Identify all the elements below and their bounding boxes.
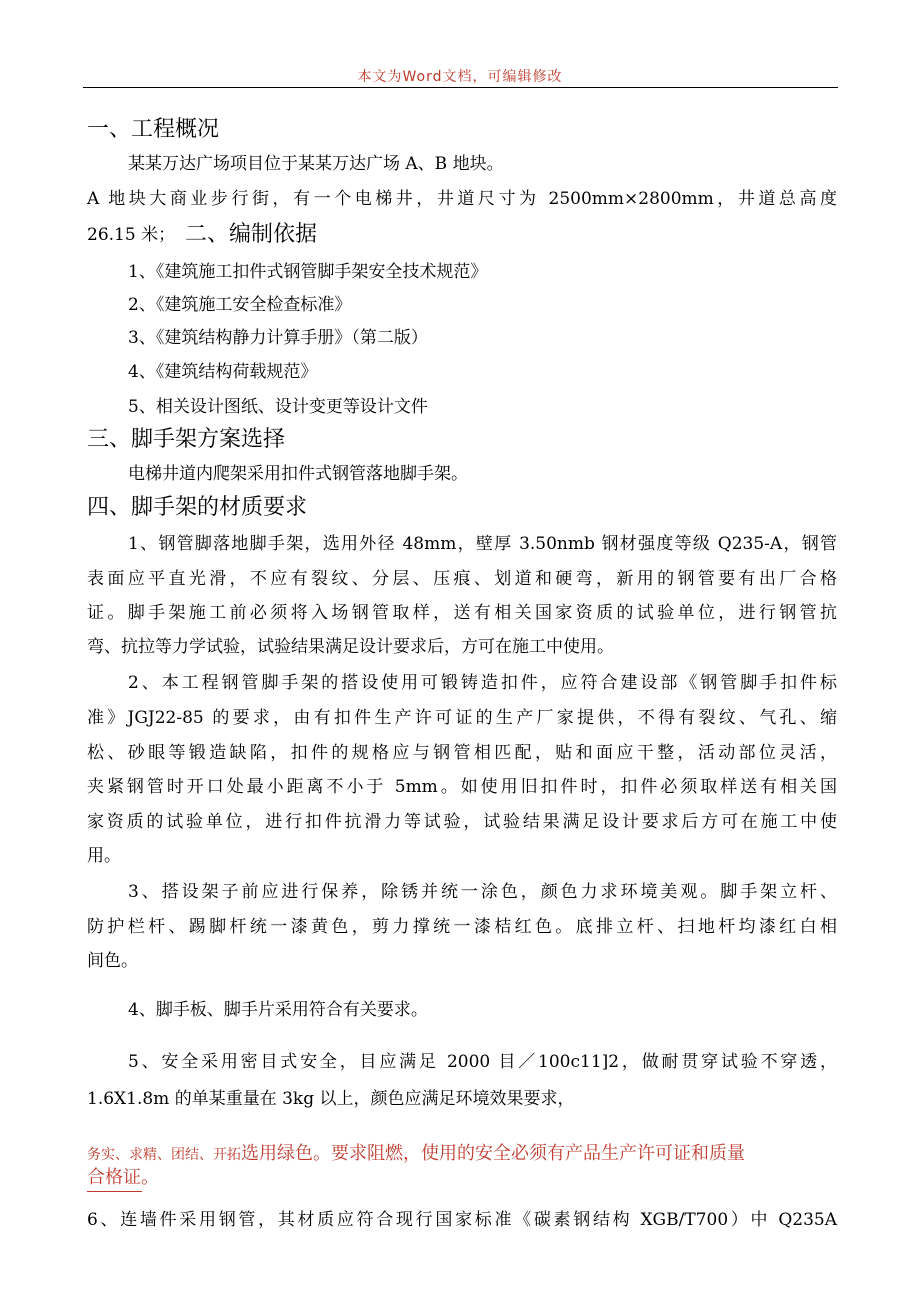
header-divider: [83, 87, 838, 88]
paragraph-line: 夹紧钢管时开口处最小距离不小于 5mm。如使用旧扣件时，扣件必须取样送有相关国: [87, 777, 837, 797]
paragraph-line: 3、搭设架子前应进行保养，除锈并统一涂色，颜色力求环境美观。脚手架立杆、: [128, 882, 837, 902]
paragraph-line: 表面应平直光滑，不应有裂纹、分层、压痕、划道和硬弯，新用的钢管要有出厂合格: [87, 569, 837, 589]
reference-item: 4、《建筑结构荷载规范》: [128, 362, 318, 382]
paragraph-line: 间色。: [87, 951, 138, 971]
reference-item: 3、《建筑结构静力计算手册》（第二版）: [128, 328, 428, 348]
section-4-paragraph-4: 4、脚手板、脚手片采用符合有关要求。: [128, 1000, 428, 1020]
red-note-underline: [87, 1191, 142, 1192]
paragraph-line: 1.6X1.8m 的单某重量在 3kg 以上，颜色应满足环境效果要求，: [87, 1089, 575, 1109]
red-note-text-1: 选用绿色。要求阻燃，使用的安全必须有产品生产许可证和质量: [241, 1143, 745, 1164]
section-1-paragraph-2-line-2: 26.15 米；: [87, 225, 176, 245]
paragraph-line: 5、安全采用密目式安全，目应满足 2000 目／100c11]2，做耐贯穿试验不穿透，: [128, 1052, 837, 1072]
motto-text: 务实、求精、团结、开拓: [87, 1147, 241, 1163]
paragraph-line: 防护栏杆、踢脚杆统一漆黄色，剪力撑统一漆桔红色。底排立杆、扫地杆均漆红白相: [87, 917, 837, 937]
section-1-paragraph-2-line-1: A 地块大商业步行街，有一个电梯井，井道尺寸为 2500mm×2800mm，井道总高度: [87, 189, 837, 209]
reference-item: 2、《建筑施工安全检查标准》: [128, 295, 352, 315]
red-note-line-2: 合格证。: [87, 1167, 159, 1188]
paragraph-line: 2、本工程钢管脚手架的搭设使用可锻铸造扣件，应符合建设部《钢管脚手扣件标: [128, 673, 837, 693]
paragraph-line: 证。脚手架施工前必须将入场钢管取样，送有相关国家资质的试验单位，进行钢管抗: [87, 603, 837, 623]
paragraph-line: 松、砂眼等锻造缺陷，扣件的规格应与钢管相匹配，贴和面应干整，活动部位灵活，: [87, 743, 837, 763]
section-3-paragraph: 电梯井道内爬架采用扣件式钢管落地脚手架。: [128, 464, 468, 484]
paragraph-line: 弯、抗拉等力学试验，试验结果满足设计要求后，方可在施工中使用。: [87, 637, 614, 657]
section-4-paragraph-6: 6、连墙件采用钢管，其材质应符合现行国家标准《碳素钢结构 XGB/T700）中 Q235A: [87, 1210, 837, 1230]
paragraph-line: 家资质的试验单位，进行扣件抗滑力等试验，试验结果满足设计要求后方可在施工中使: [87, 812, 837, 832]
section-1-paragraph-1: 某某万达广场项目位于某某万达广场 A、B 地块。: [128, 154, 504, 174]
reference-item: 1、《建筑施工扣件式钢管脚手架安全技术规范》: [128, 262, 488, 282]
reference-item: 5、相关设计图纸、设计变更等设计文件: [128, 397, 428, 417]
watermark-header: 本文为Word文档，可编辑修改: [357, 69, 563, 85]
red-note-line-1: [87, 1143, 745, 1166]
section-2-title: 二、编制依据: [185, 222, 318, 247]
paragraph-line: 用。: [87, 846, 121, 866]
section-4-title: 四、脚手架的材质要求: [87, 495, 308, 520]
section-1-title: 一、工程概况: [87, 117, 220, 142]
paragraph-line: 准》JGJ22-85 的要求，由有扣件生产许可证的生产厂家提供，不得有裂纹、气孔、缩: [87, 708, 837, 728]
paragraph-line: 1、钢管脚落地脚手架，选用外径 48mm，壁厚 3.50nmb 钢材强度等级 Q235-A，钢管: [128, 534, 837, 554]
section-3-title: 三、脚手架方案选择: [87, 427, 286, 452]
